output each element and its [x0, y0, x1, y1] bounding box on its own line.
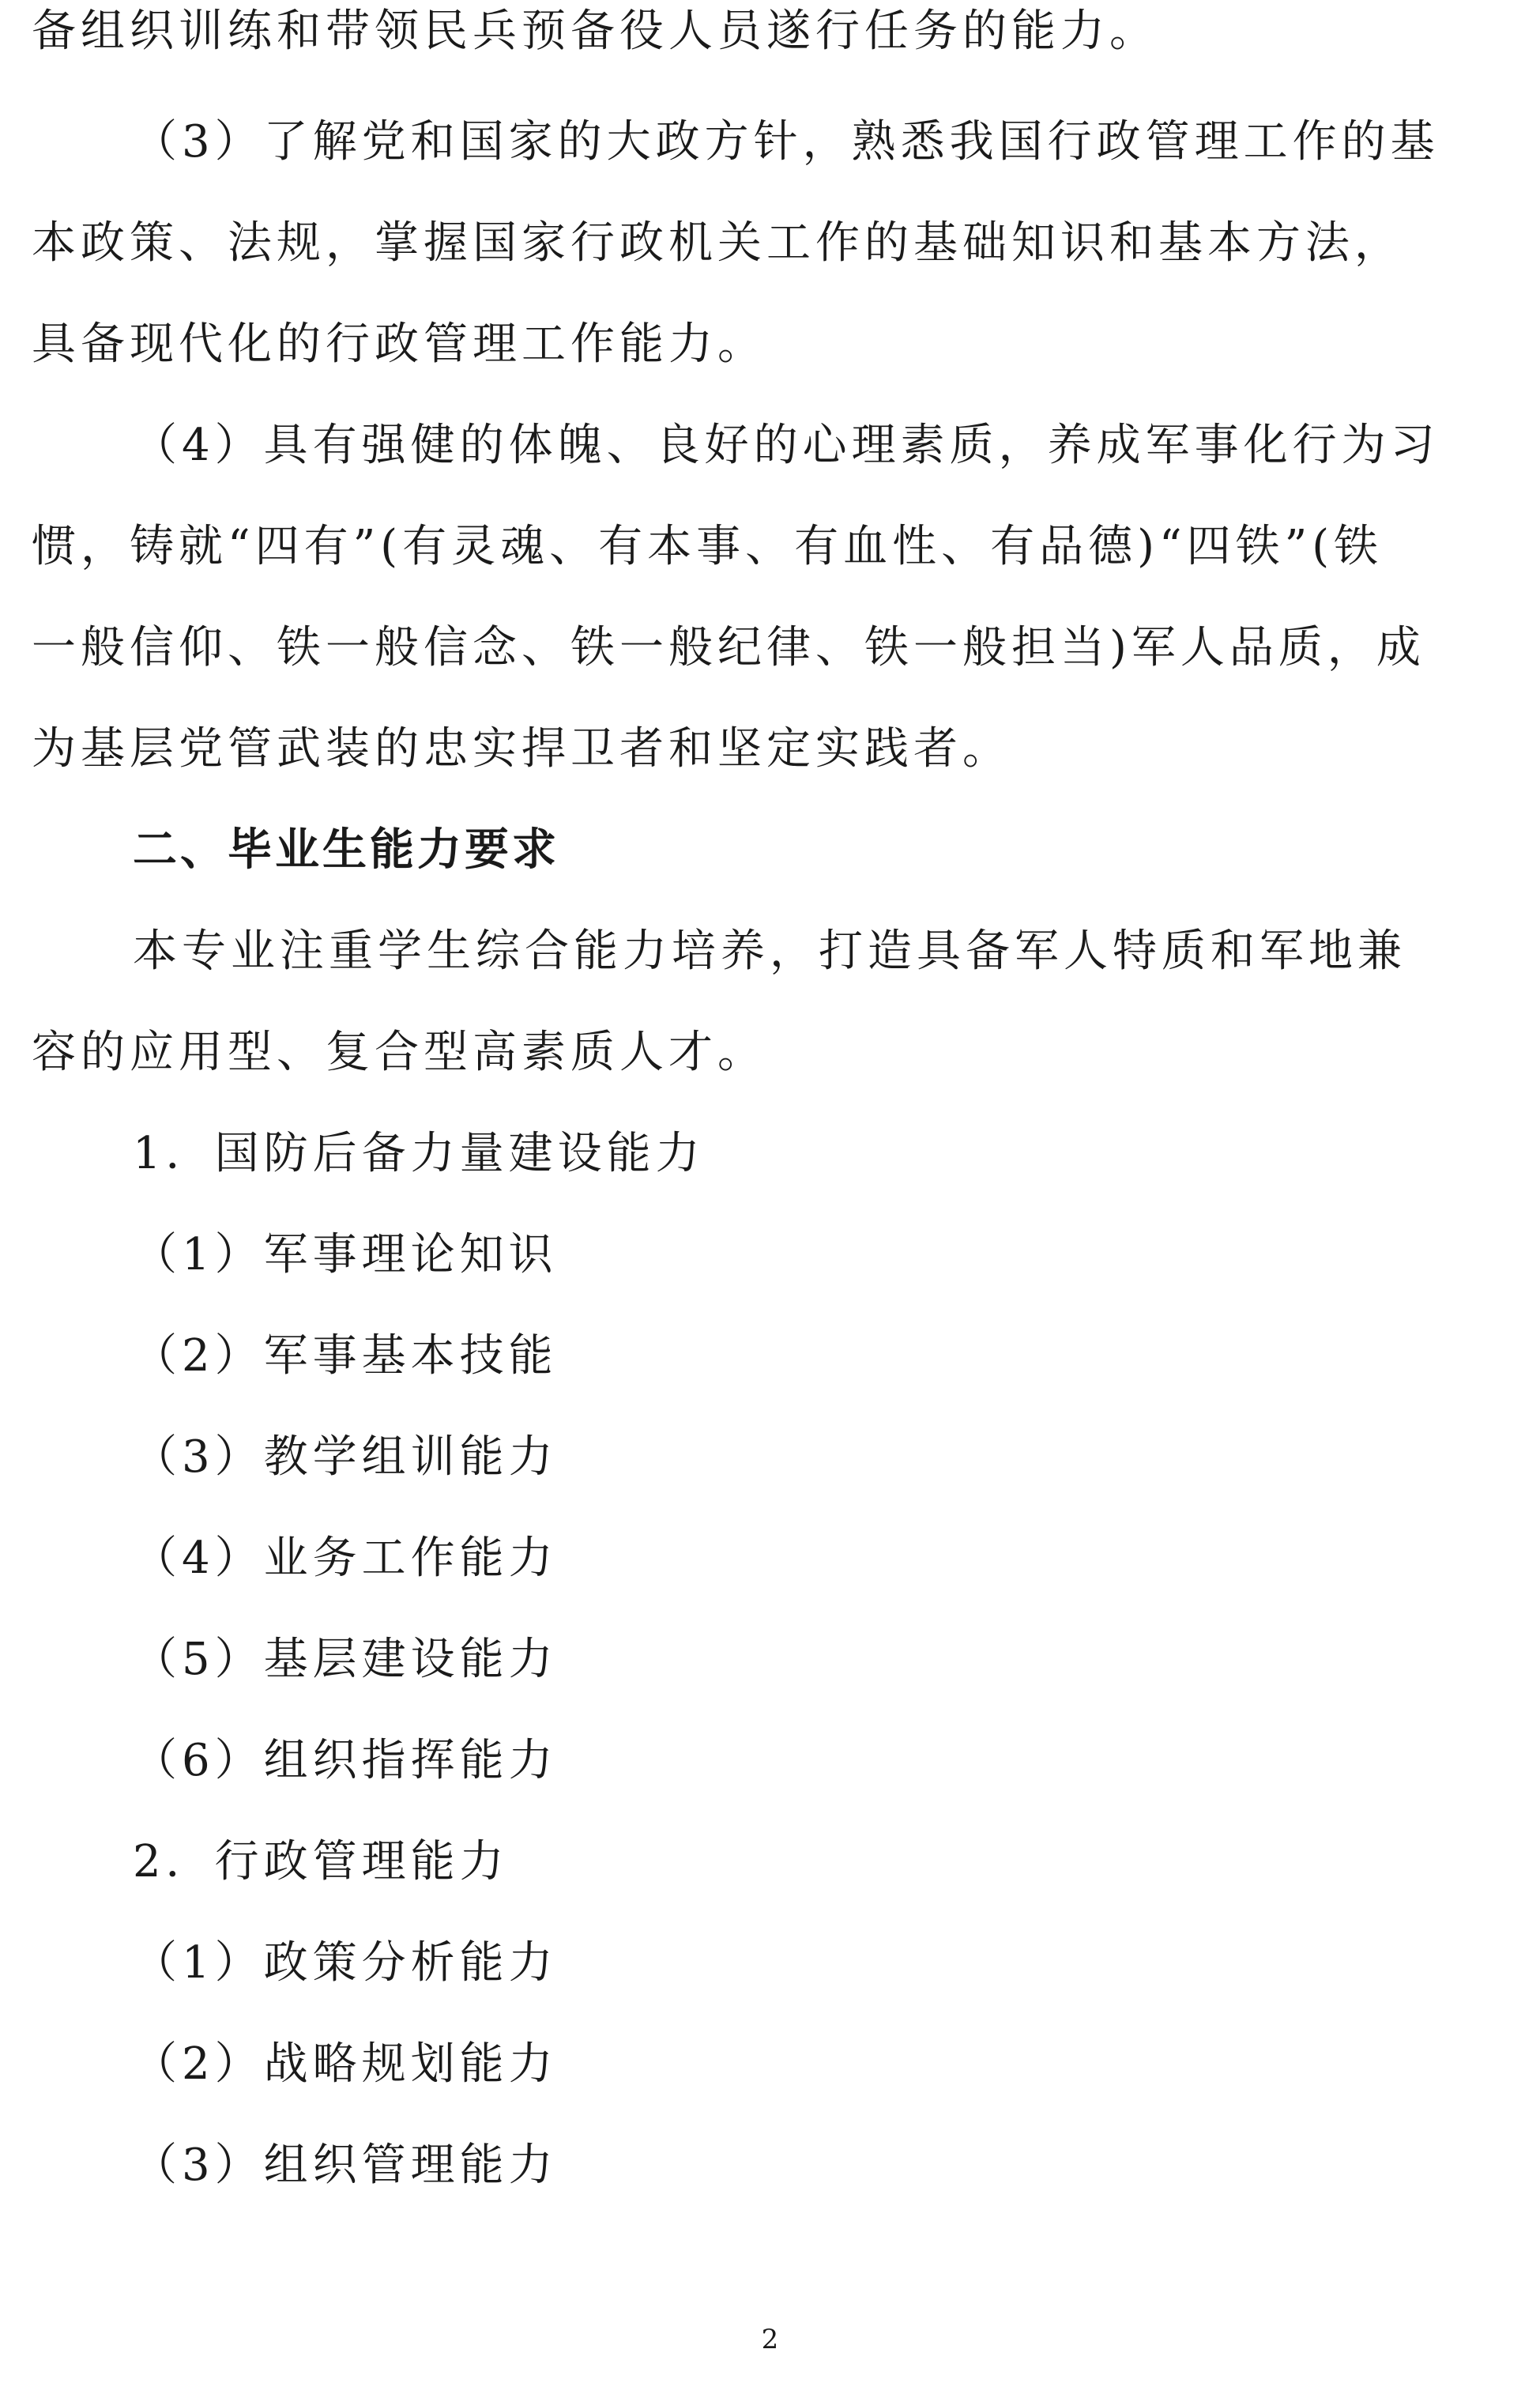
paragraph-line: （3）了解党和国家的大政方针，熟悉我国行政管理工作的基: [133, 116, 1440, 168]
paragraph-line: （4）具有强健的体魄、良好的心理素质，养成军事化行为习: [133, 420, 1440, 471]
list-item: （2）战略规划能力: [133, 2038, 558, 2090]
list-item: （3）教学组训能力: [133, 1431, 558, 1483]
list-item: （1）军事理论知识: [133, 1229, 558, 1280]
page-number: 2: [761, 2324, 779, 2355]
list-item: （4）业务工作能力: [133, 1533, 558, 1584]
paragraph-line: 本政策、法规，掌握国家行政机关工作的基础知识和基本方法，: [32, 217, 1403, 269]
section-heading: 二、毕业生能力要求: [133, 824, 559, 876]
list-item: （2）军事基本技能: [133, 1330, 558, 1382]
list-item: （5）基层建设能力: [133, 1634, 558, 1685]
paragraph-line: 备组织训练和带领民兵预备役人员遂行任务的能力。: [32, 6, 1158, 57]
paragraph-line: 容的应用型、复合型高素质人才。: [32, 1027, 766, 1078]
subsection-heading: 2．行政管理能力: [133, 1836, 509, 1887]
paragraph-line: 为基层党管武装的忠实捍卫者和坚定实践者。: [32, 723, 1011, 775]
paragraph-line: 具备现代化的行政管理工作能力。: [32, 319, 766, 370]
list-item: （3）组织管理能力: [133, 2140, 558, 2191]
paragraph-line: 惯，铸就“四有”(有灵魂、有本事、有血性、有品德)“四铁”(铁: [32, 521, 1384, 572]
subsection-heading: 1．国防后备力量建设能力: [133, 1128, 705, 1179]
list-item: （1）政策分析能力: [133, 1937, 558, 1989]
paragraph-line: 一般信仰、铁一般信念、铁一般纪律、铁一般担当)军人品质，成: [32, 622, 1425, 673]
list-item: （6）组织指挥能力: [133, 1735, 558, 1786]
paragraph-line: 本专业注重学生综合能力培养，打造具备军人特质和军地兼: [133, 926, 1406, 977]
